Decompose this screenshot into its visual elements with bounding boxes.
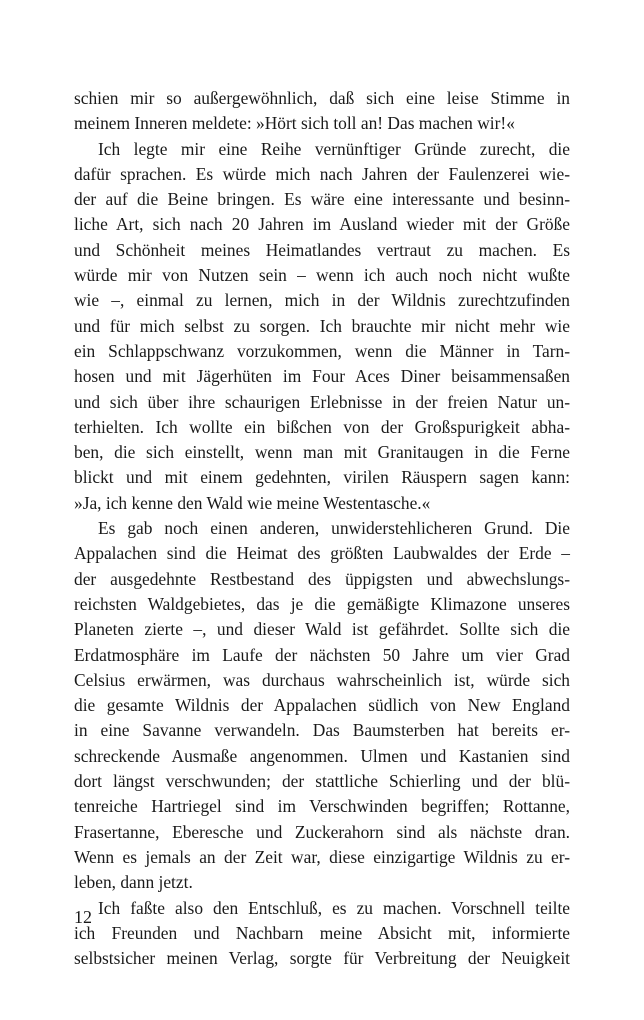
text-line: Ich legte mir eine Reihe vernünftiger Gründe zurecht, die xyxy=(98,138,570,159)
text-line: der auf die Beine bringen. Es wäre eine interessante und besinn- xyxy=(74,189,570,210)
text-line: in eine Savanne verwandeln. Das Baumsterben hat bereits er- xyxy=(74,720,570,741)
text-line: dafür sprachen. Es würde mich nach Jahren der Faulenzerei wie- xyxy=(74,163,570,184)
text-line: Appalachen sind die Heimat des größten Laubwaldes der Erde – xyxy=(74,543,570,564)
text-line: der ausgedehnte Restbestand des üppigsten und abwechslungs- xyxy=(74,568,570,589)
text-line: wie –, einmal zu lernen, mich in der Wildnis zurechtzufinden xyxy=(74,290,570,311)
text-line: Erdatmosphäre im Laufe der nächsten 50 Jahre um vier Grad xyxy=(74,644,570,665)
text-line: die gesamte Wildnis der Appalachen südlich von New England xyxy=(74,695,570,716)
text-line: reichsten Waldgebietes, das je die gemäßigte Klimazone unseres xyxy=(74,593,570,614)
text-line: Wenn es jemals an der Zeit war, diese einzigartige Wildnis zu er- xyxy=(74,846,570,867)
text-line: meinem Inneren meldete: »Hört sich toll an! Das machen wir!« xyxy=(74,113,515,134)
text-line: Ich faßte also den Entschluß, es zu machen. Vorschnell teilte xyxy=(98,897,570,918)
text-line: schreckende Ausmaße angenommen. Ulmen und Kastanien sind xyxy=(74,745,570,766)
text-line: ein Schlappschwanz vorzukommen, wenn die Männer in Tarn- xyxy=(74,340,570,361)
text-line: terhielten. Ich wollte ein bißchen von der Großspurigkeit abha- xyxy=(74,416,570,437)
text-line: Frasertanne, Eberesche und Zuckerahorn sind als nächste dran. xyxy=(74,821,570,842)
text-line: Planeten zierte –, und dieser Wald ist gefährdet. Sollte sich die xyxy=(74,619,570,640)
text-line: würde mir von Nutzen sein – wenn ich auch noch nicht wußte xyxy=(74,265,570,286)
text-line: selbstsicher meinen Verlag, sorgte für Verbreitung der Neuigkeit xyxy=(74,948,570,969)
text-line: hosen und mit Jägerhüten im Four Aces Diner beisammensaßen xyxy=(74,366,570,387)
text-line: Celsius erwärmen, was durchaus wahrscheinlich ist, würde sich xyxy=(74,669,570,690)
text-line: ben, die sich einstellt, wenn man mit Granitaugen in die Ferne xyxy=(74,442,570,463)
text-line: »Ja, ich kenne den Wald wie meine Westentasche.« xyxy=(74,492,431,513)
text-line: dort längst verschwunden; der stattliche Schierling und der blü- xyxy=(74,771,570,792)
text-line: und sich über ihre schaurigen Erlebnisse in der freien Natur un- xyxy=(74,391,570,412)
body-text xyxy=(74,86,570,971)
text-line: und Schönheit meines Heimatlandes vertraut zu machen. Es xyxy=(74,239,570,260)
text-line: schien mir so außergewöhnlich, daß sich eine leise Stimme in xyxy=(74,88,570,108)
page-number: 12 xyxy=(74,907,92,927)
text-line: liche Art, sich nach 20 Jahren im Ausland wieder mit der Größe xyxy=(74,214,570,235)
text-line: tenreiche Hartriegel sind im Verschwinden begriffen; Rottanne, xyxy=(74,796,570,817)
text-line: und für mich selbst zu sorgen. Ich brauchte mir nicht mehr wie xyxy=(74,315,570,336)
text-line: Es gab noch einen anderen, unwiderstehlicheren Grund. Die xyxy=(98,518,570,539)
text-line: blickt und mit einem gedehnten, virilen Räuspern sagen kann: xyxy=(74,467,570,488)
text-line: ich Freunden und Nachbarn meine Absicht mit, informierte xyxy=(74,922,570,943)
text-line: leben, dann jetzt. xyxy=(74,872,193,893)
